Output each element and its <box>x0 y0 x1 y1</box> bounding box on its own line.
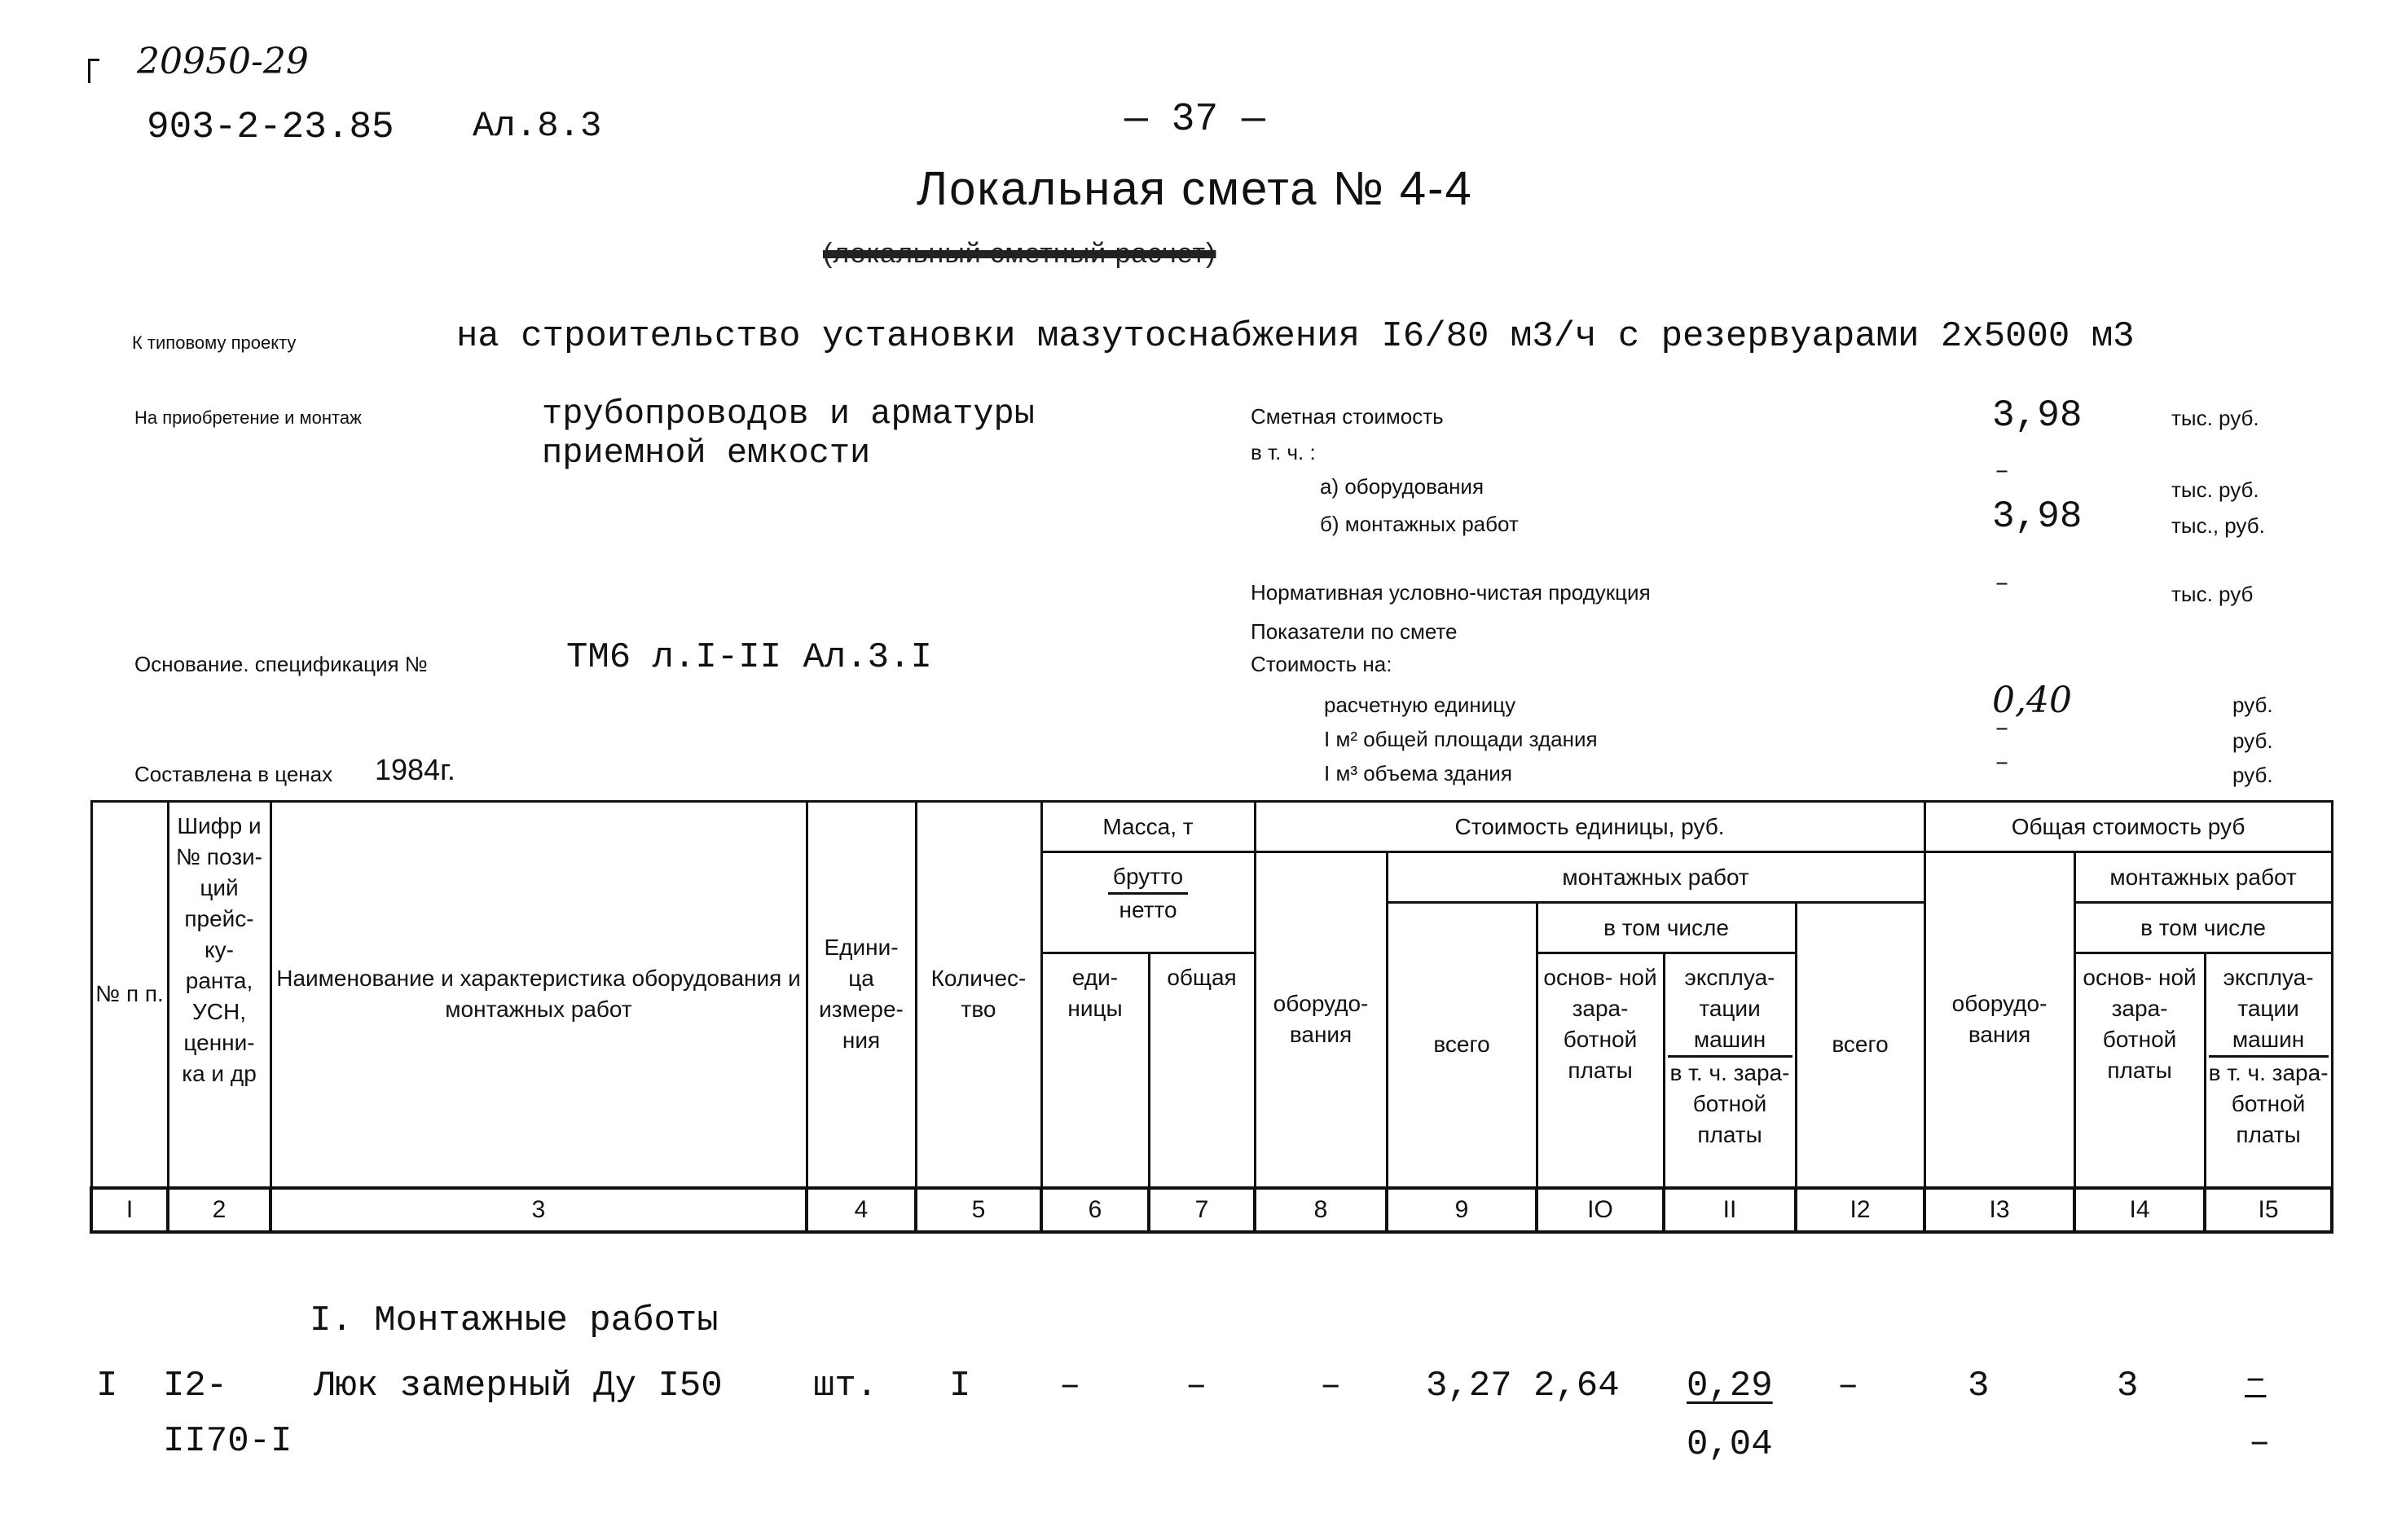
gross-label: брутто <box>1108 861 1188 895</box>
document-title: Локальная смета № 4-4 <box>917 162 1473 215</box>
col-number: 6 <box>1041 1188 1149 1232</box>
col-mass-unit-header: еди- ницы <box>1041 953 1149 1188</box>
volume-cost-unit: руб. <box>2232 763 2273 787</box>
row-machines-wage-sum: – <box>2249 1423 2271 1463</box>
section-title: I. Монтажные работы <box>310 1300 719 1341</box>
normative-value: – <box>1995 570 2010 598</box>
col-incl-header: в том числе <box>1537 903 1796 953</box>
row-equipment: – <box>1320 1366 1342 1406</box>
cost-per-label: Стоимость на: <box>1251 652 1392 676</box>
col-number: I5 <box>2205 1188 2332 1232</box>
estimated-cost-unit: тыс. руб. <box>2171 406 2259 430</box>
machines-sum-top-label: эксплуа- тации машин <box>2209 962 2329 1058</box>
col-number: IO <box>1537 1188 1664 1232</box>
row-qty: I <box>949 1366 971 1406</box>
installation-cost-unit: тыс., руб. <box>2171 513 2265 538</box>
col-code-header: Шифр и № пози- ций прейс- ку- ранта, УСН, ценни- ка и др <box>168 802 271 1188</box>
installation-cost-value: 3,98 <box>1992 495 2083 538</box>
equipment-cost-label: а) оборудования <box>1320 474 1485 499</box>
normative-unit: тыс. руб <box>2171 582 2254 606</box>
installation-cost-label: б) монтажных работ <box>1320 512 1519 536</box>
col-incl-sum-header: в том числе <box>2074 903 2332 953</box>
estimate-header-table <box>90 800 2333 1234</box>
purpose-line2: приемной емкости <box>542 433 871 473</box>
col-total-header: всего <box>1387 903 1537 1188</box>
col-total-sum-header: всего <box>1796 903 1924 1188</box>
col-number: 2 <box>168 1188 271 1232</box>
col-number: 7 <box>1149 1188 1255 1232</box>
doc-code: 903-2-23.85 <box>147 106 394 148</box>
row-code-line1: I2- <box>163 1366 228 1406</box>
col-name-header: Наименование и характеристика оборудования и монтажных работ <box>271 802 807 1188</box>
row-install-sum: 3 <box>1968 1366 1990 1406</box>
col-mass-total-header: общая <box>1149 953 1255 1188</box>
unit-cost-unit: руб. <box>2232 693 2273 717</box>
col-equipment-total-header: оборудо- вания <box>1924 852 2074 1188</box>
col-qty-header: Количес- тво <box>916 802 1041 1188</box>
row-num: I <box>96 1366 118 1406</box>
col-number: I4 <box>2074 1188 2205 1232</box>
prices-label: Составлена в ценах <box>134 762 333 786</box>
col-machines-header <box>1664 953 1796 1188</box>
prices-year: 1984г. <box>375 753 455 786</box>
col-number: 8 <box>1255 1188 1387 1232</box>
corner-mark-vertical <box>88 59 90 83</box>
estimated-cost-value: 3,98 <box>1992 394 2083 437</box>
col-total-cost-header: Общая стоимость руб <box>1924 802 2332 852</box>
row-wage-sum: 3 <box>2117 1366 2139 1406</box>
col-number: 4 <box>807 1188 916 1232</box>
album-ref: Ал.8.3 <box>473 106 602 147</box>
purpose-label: На приобретение и монтаж <box>134 407 362 428</box>
col-mass-header: Масса, т <box>1041 802 1255 852</box>
col-num-header: № п п. <box>91 802 168 1188</box>
unit-cost-label: расчетную единицу <box>1324 693 1516 717</box>
net-label: нетто <box>1119 897 1177 922</box>
handwritten-code: 20950-29 <box>137 41 309 82</box>
area-cost-label: I м² общей площади здания <box>1324 727 1598 751</box>
col-number: 5 <box>916 1188 1041 1232</box>
project-label: К типовому проекту <box>132 332 297 353</box>
area-cost-unit: руб. <box>2232 728 2273 753</box>
col-unit-header: Едини- ца измере- ния <box>807 802 916 1188</box>
volume-cost-label: I м³ объема здания <box>1324 761 1512 785</box>
row-equipment-total: – <box>1837 1366 1859 1406</box>
machines-sum-bottom-label: в т. ч. зара- ботной платы <box>2208 1060 2329 1147</box>
row-machines-sum: – <box>2245 1359 2267 1400</box>
col-number: I <box>91 1188 168 1232</box>
basis-value: ТМ6 л.I-II Ал.3.I <box>566 637 932 678</box>
col-wage-header: основ- ной зара- ботной платы <box>1537 953 1664 1188</box>
col-number: 3 <box>271 1188 807 1232</box>
row-name: Люк замерный Ду I50 <box>314 1366 723 1406</box>
page-number: — 37 — <box>1124 98 1265 142</box>
col-install-total-header: монтажных работ <box>2074 852 2332 903</box>
machines-bottom-label: в т. ч. зара- ботной платы <box>1669 1060 1790 1147</box>
row-machines: 0,29 <box>1687 1366 1773 1406</box>
col-wage-sum-header: основ- ной зара- ботной платы <box>2074 953 2205 1188</box>
col-equipment-header: оборудо- вания <box>1255 852 1387 1188</box>
indicators-label: Показатели по смете <box>1251 619 1458 644</box>
row-unit: шт. <box>813 1366 878 1406</box>
col-number: II <box>1664 1188 1796 1232</box>
row-mass-total: – <box>1185 1366 1207 1406</box>
row-wage: 2,64 <box>1533 1366 1620 1406</box>
row-machines-wage: 0,04 <box>1687 1424 1773 1465</box>
area-cost-value: – <box>1995 715 2010 743</box>
equipment-cost-unit: тыс. руб. <box>2171 477 2259 502</box>
col-unit-cost-header: Стоимость единицы, руб. <box>1255 802 1924 852</box>
gross-net-header <box>1041 852 1255 953</box>
machines-top-label: эксплуа- тации машин <box>1668 962 1792 1058</box>
col-number: I2 <box>1796 1188 1924 1232</box>
col-install-header: монтажных работ <box>1387 852 1924 903</box>
unit-cost-value: 0,40 <box>1992 680 2072 721</box>
basis-label: Основание. спецификация № <box>134 652 428 676</box>
col-machines-sum-header <box>2205 953 2332 1188</box>
project-text: на строительство установки мазутоснабжения I6/80 м3/ч с резервуарами 2х5000 м3 <box>456 316 2135 357</box>
col-number: 9 <box>1387 1188 1537 1232</box>
estimated-cost-label: Сметная стоимость <box>1251 404 1444 429</box>
struck-subtitle: (локальный сметный расчет) <box>823 238 1216 269</box>
equipment-cost-value: – <box>1995 458 2010 486</box>
purpose-line1: трубопроводов и арматуры <box>542 394 1035 433</box>
row-code-line2: II70-I <box>163 1421 293 1462</box>
row-install-total: 3,27 <box>1426 1366 1512 1406</box>
normative-label: Нормативная условно-чистая продукция <box>1251 580 1651 605</box>
volume-cost-value: – <box>1995 750 2010 777</box>
col-number: I3 <box>1924 1188 2074 1232</box>
row-mass-unit: – <box>1059 1366 1081 1406</box>
including-label: в т. ч. : <box>1251 440 1316 464</box>
